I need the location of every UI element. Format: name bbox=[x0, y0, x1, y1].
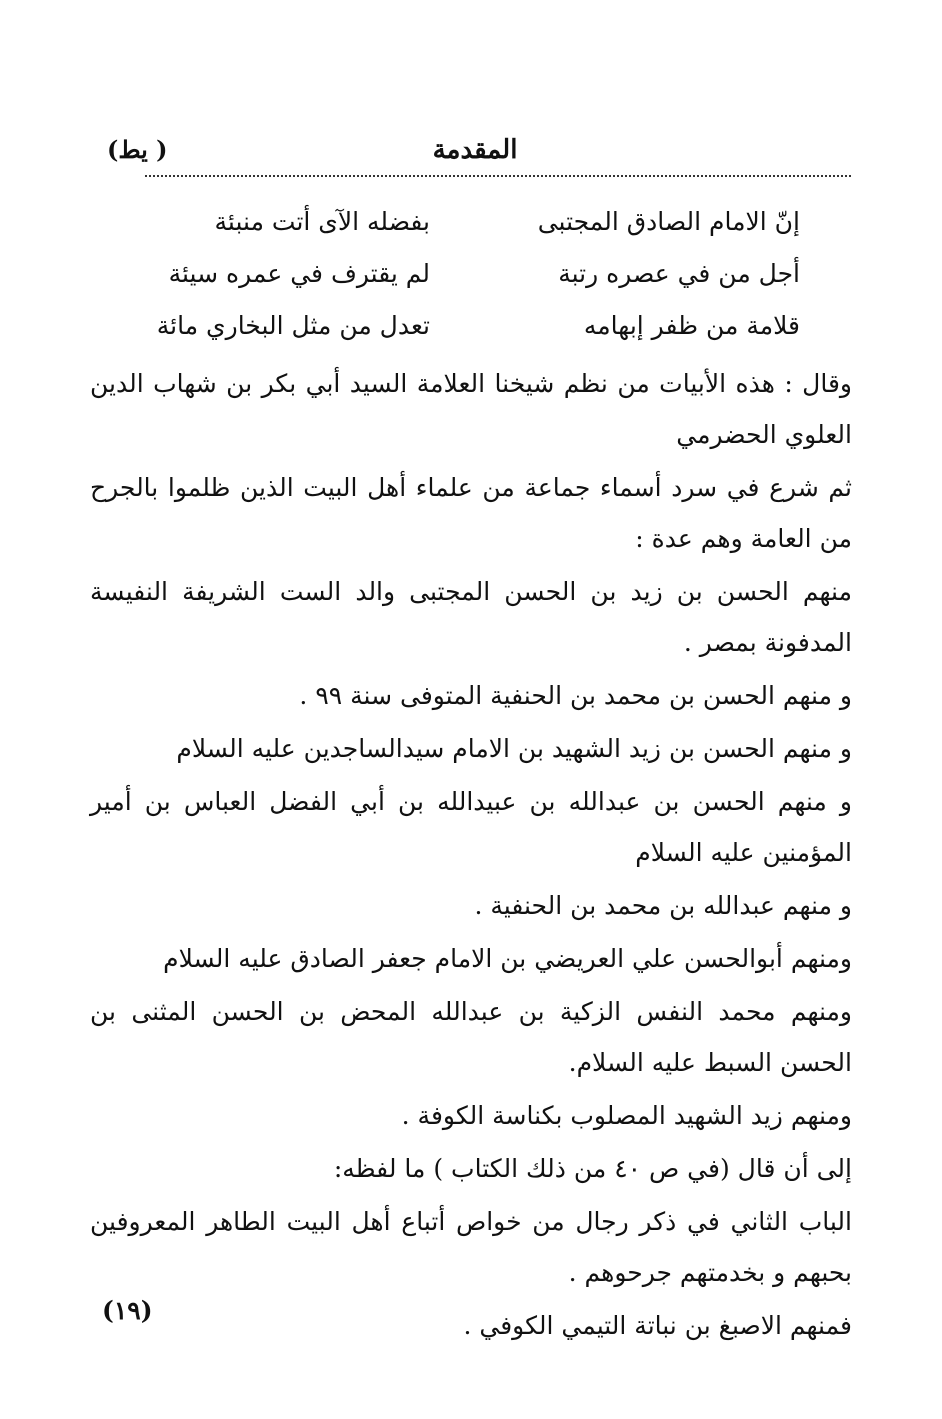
page-number: (١٩) bbox=[102, 1296, 153, 1325]
paragraph: إلى أن قال (في ص ٤٠ من ذلك الكتاب ) ما لفظه: bbox=[333, 1154, 852, 1183]
paragraph: فمنهم الاصبغ بن نباتة التيمي الكوفي . bbox=[463, 1311, 852, 1340]
verse-first-hemistich: إنّ الامام الصادق المجتبى bbox=[537, 206, 800, 236]
poem-verse bbox=[150, 299, 800, 351]
header-divider bbox=[145, 175, 851, 177]
paragraph: الباب الثاني في ذكر رجال من خواص أتباع أهل البيت الطاهر المعروفين بحبهم و بخدمتهم جرحوهم . bbox=[90, 1207, 852, 1287]
verse-first-hemistich: أجل من في عصره رتبة bbox=[558, 258, 800, 288]
paragraph: منهم الحسن بن زيد بن الحسن المجتبى والد الست الشريفة النفيسة المدفونة بمصر . bbox=[90, 577, 852, 657]
paragraph: ثم شرع في سرد أسماء جماعة من علماء أهل البيت الذين ظلموا بالجرح من العامة وهم عدة : bbox=[90, 473, 852, 553]
paragraph: ومنهم زيد الشهيد المصلوب بكناسة الكوفة . bbox=[401, 1101, 852, 1130]
body-text bbox=[90, 358, 852, 1353]
header-title: المقدمة bbox=[432, 135, 518, 165]
paragraph: و منهم الحسن بن عبدالله بن عبيدالله بن أبي الفضل العباس بن أمير المؤمنين عليه السلام bbox=[90, 787, 852, 867]
poem-verse bbox=[150, 195, 800, 247]
paragraph: ومنهم محمد النفس الزكية بن عبدالله المحض بن الحسن المثنى بن الحسن السبط عليه السلام. bbox=[90, 997, 852, 1077]
verse-second-hemistich: بفضله الآى أتت منبئة bbox=[214, 206, 430, 236]
header-page-code: (يط ) bbox=[107, 135, 168, 164]
paragraph: و منهم الحسن بن محمد بن الحنفية المتوفى سنة ٩٩ . bbox=[299, 681, 852, 710]
poem bbox=[150, 195, 800, 351]
paragraph: و منهم عبدالله بن محمد بن الحنفية . bbox=[474, 891, 852, 920]
verse-second-hemistich: لم يقترف في عمره سيئة bbox=[168, 258, 430, 288]
paragraph: ومنهم أبوالحسن علي العريضي بن الامام جعفر الصادق عليه السلام bbox=[163, 944, 852, 973]
paragraph: وقال : هذه الأبيات من نظم شيخنا العلامة السيد أبي بكر بن شهاب الدين العلوي الحضرمي bbox=[90, 369, 852, 449]
paragraph: و منهم الحسن بن زيد الشهيد بن الامام سيدالساجدين عليه السلام bbox=[176, 734, 852, 763]
verse-first-hemistich: قلامة من ظفر إبهامه bbox=[583, 310, 800, 340]
poem-verse bbox=[150, 247, 800, 299]
page-header bbox=[95, 135, 855, 175]
verse-second-hemistich: تعدل من مثل البخاري مائة bbox=[156, 310, 430, 340]
